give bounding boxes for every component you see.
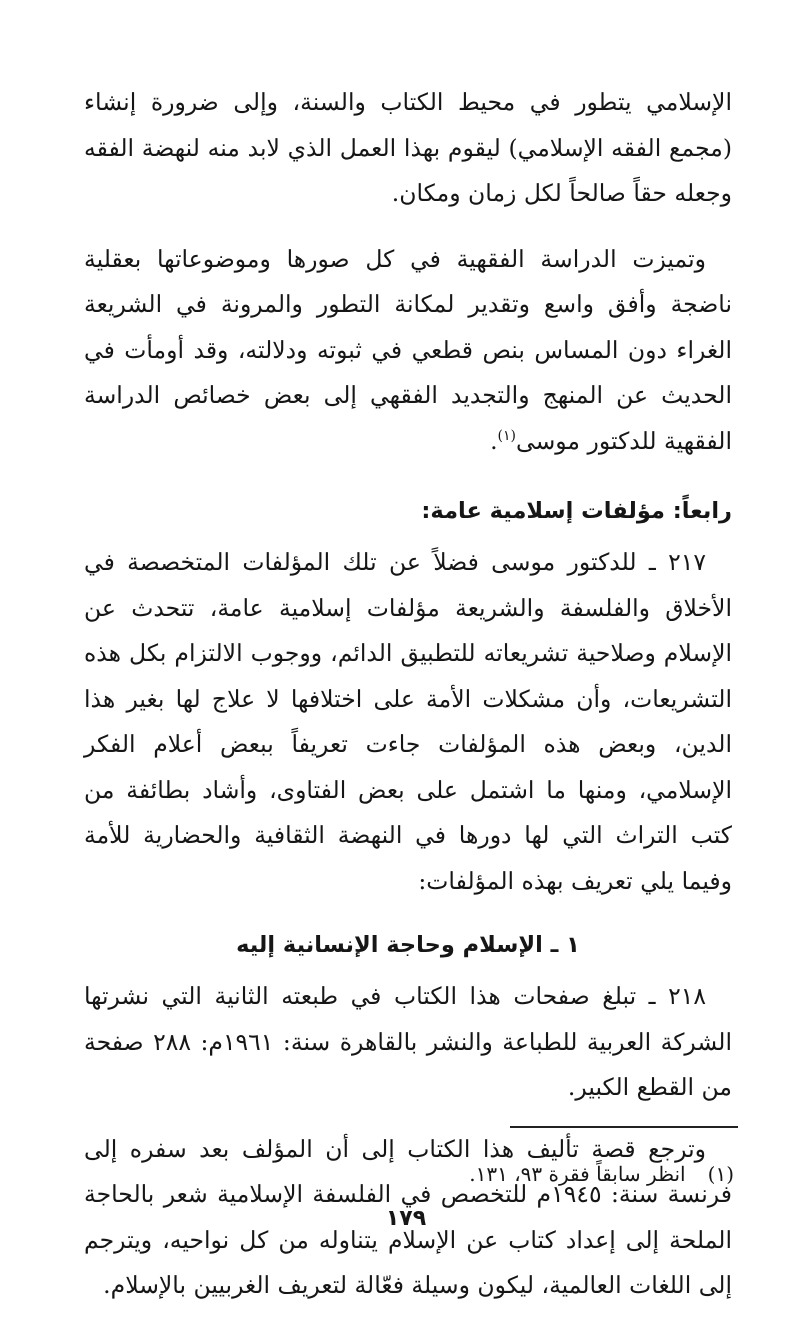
paragraph-jurisprudence-text: وتميزت الدراسة الفقهية في كل صورها وموضوعاتها بعقلية ناضجة وأفق واسع وتقدير لمكانة التطور والمرونة في الشريعة الغراء دون المساس بنص قطعي في ثبوته ودلالته، وقد أومأت في الحديث عن المنهج والتجديد الفقهي إلى بعض خصائص الدراسة الفقهية للدكتور موسى bbox=[84, 244, 732, 455]
paragraph-continuation: الإسلامي يتطور في محيط الكتاب والسنة، وإلى ضرورة إنشاء (مجمع الفقه الإسلامي) ليقوم بهذا العمل الذي لابد منه لنهضة الفقه وجعله حقاً صالحاً لكل زمان ومكان. bbox=[84, 88, 732, 207]
section-heading: رابعاً: مؤلفات إسلامية عامة: bbox=[421, 498, 732, 524]
footnote bbox=[469, 1162, 734, 1186]
paragraph-218: ٢١٨ ـ تبلغ صفحات هذا الكتاب في طبعته الثانية التي نشرتها الشركة العربية للطباعة والنشر بالقاهرة سنة: ١٩٦١م: ٢٨٨ صفحة من القطع الكبير. bbox=[84, 982, 732, 1101]
footnote-divider bbox=[510, 1126, 738, 1128]
page-number: ١٧٩ bbox=[385, 1206, 427, 1231]
paragraph-story: وترجع قصة تأليف هذا الكتاب إلى أن المؤلف بعد سفره إلى فرنسة سنة: ١٩٤٥م للتخصص في الفلسفة الإسلامية شعر بالحاجة الملحة إلى إعداد كتاب عن الإسلام يتناوله من كل نواحيه، ويترجم إلى اللغات العالمية، ليكون وسيلة فعّالة لتعريف الغربيين بالإسلام. bbox=[84, 1134, 732, 1299]
book-heading: ١ ـ الإسلام وحاجة الإنسانية إليه bbox=[236, 932, 580, 958]
footnote-marker: (١) bbox=[707, 1162, 734, 1186]
page-body bbox=[84, 80, 732, 1309]
paragraph-end-mark: . bbox=[490, 426, 498, 455]
paragraph-jurisprudence-study bbox=[84, 237, 732, 465]
footnote-text: انظر سابقاً فقرة ٩٣، ١٣١. bbox=[469, 1162, 686, 1186]
paragraph-217: ٢١٧ ـ للدكتور موسى فضلاً عن تلك المؤلفات المتخصصة في الأخلاق والفلسفة والشريعة مؤلفات إسلامية عامة، تتحدث عن الإسلام وصلاحية تشريعاته للتطبيق الدائم، ووجوب الالتزام بكل هذه التشريعات، وأن مشكلات الأمة على اختلافها لا علاج لها بغير هذا الدين، وبعض هذه المؤلفات جاءت تعريفاً ببعض أعلام الفكر الإسلامي، ومنها ما اشتمل على بعض الفتاوى، وأشاد بطائفة من كتب التراث التي لها دورها في النهضة الثقافية والحضارية للأمة وفيما يلي تعريف بهذه المؤلفات: bbox=[84, 548, 733, 895]
footnote-reference[interactable]: (١) bbox=[497, 427, 517, 444]
